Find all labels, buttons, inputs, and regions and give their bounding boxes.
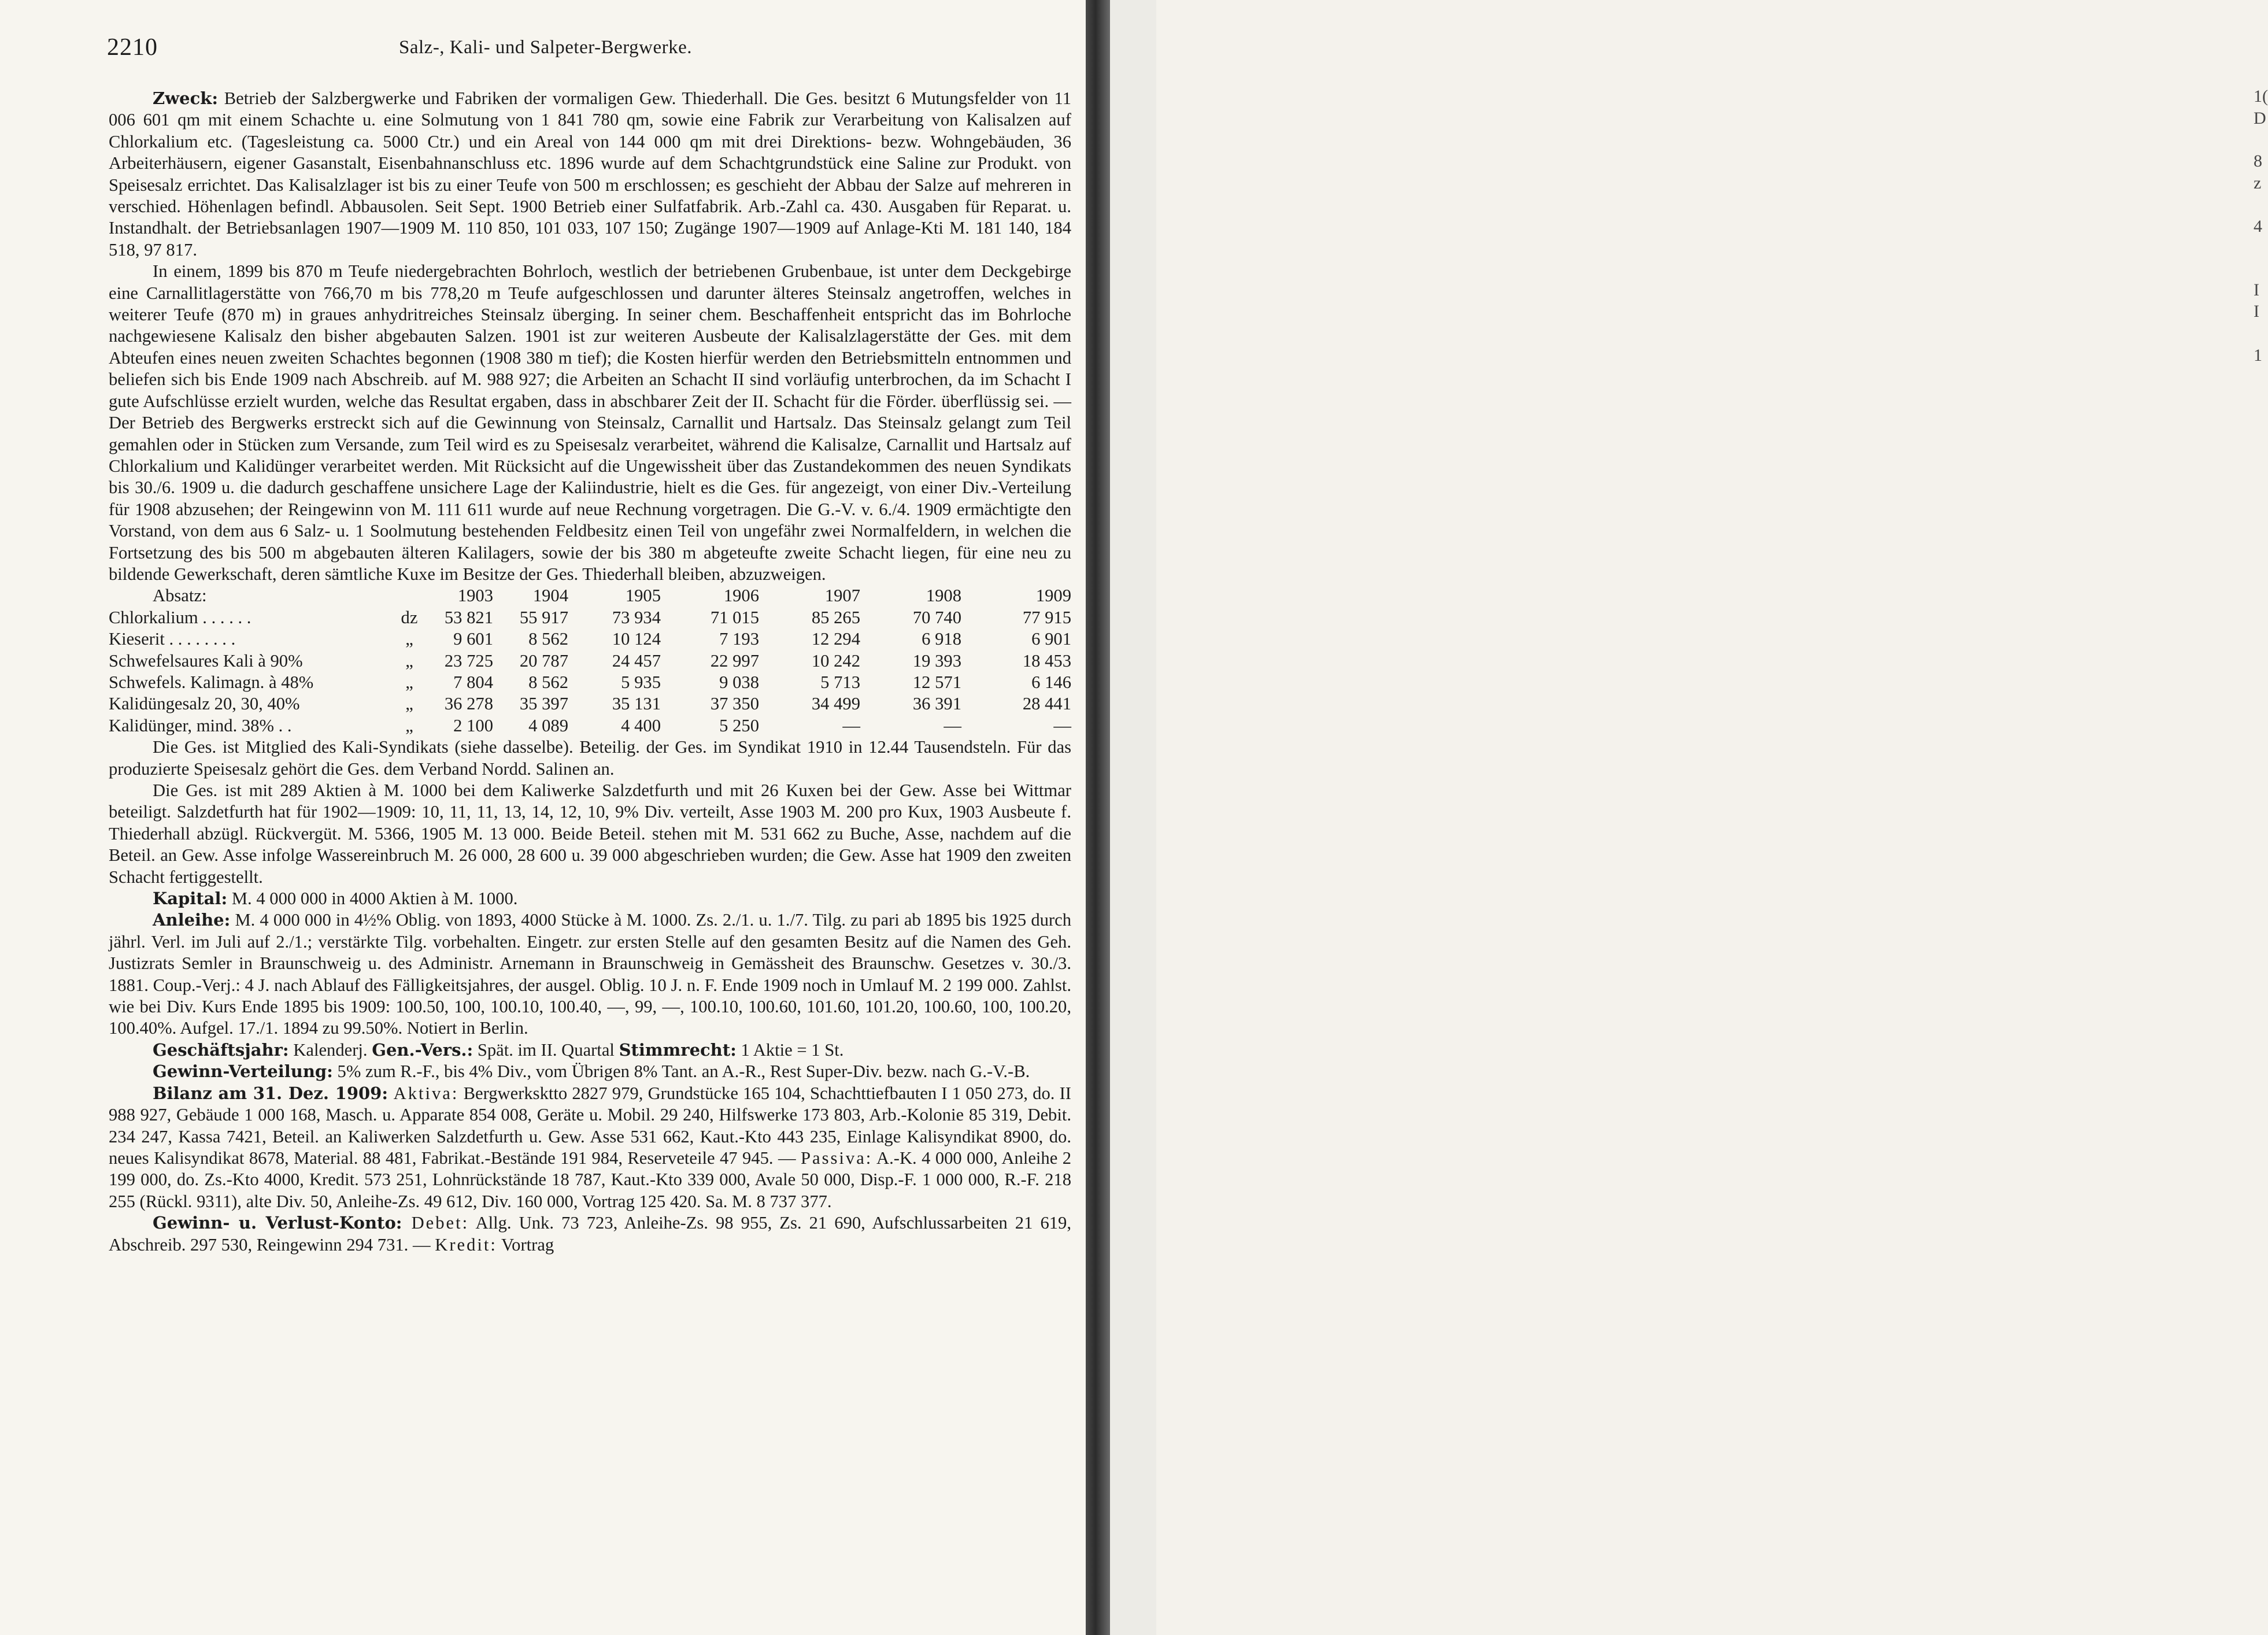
product-name: Schwefelsaures Kali à 90%: [109, 650, 303, 671]
product-name: Chlorkalium . . . . . .: [109, 607, 251, 627]
unit: dz: [401, 607, 418, 627]
absatz-table: [109, 585, 1071, 737]
absatz-value: 9 038: [719, 672, 759, 692]
text-kredit: Vortrag: [497, 1234, 554, 1255]
label-gen-vers: Gen.-Vers.:: [372, 1040, 473, 1060]
absatz-value: 4 089: [528, 715, 568, 735]
text-aktiva: Bergwerksktto 2827 979, Grundstücke 165 104, Schachttiefbauten I 1 050 273, do. II 988 927, Gebäude 1 000 168, Masch. u. Apparate 854 008, Geräte u. Mobil. 29 240, Hilfswerke 173 803, Arb.-Kolonie 85 319, Debit. 234 247, Kassa 7421, Beteil. an Kaliwerken Salzdetfurth u. Gew. Asse 531 662, Kaut.-Kto 443 235, Einlage Kalisyndikat 8900, do. neues Kalisyndikat 8678, Material. 88 481, Fabrikat.-Bestände 191 984, Reserveteile 47 945. —: [109, 1083, 1071, 1168]
page-number: 2210: [107, 34, 158, 61]
label-anleihe: Anleihe:: [153, 910, 231, 930]
absatz-value: 7 804: [453, 672, 493, 692]
margin-fragment: I: [2254, 280, 2259, 299]
paragraph-syndikat: Die Ges. ist Mitglied des Kali-Syndikats (siehe dasselbe). Beteilig. der Ges. im Syndikat 1910 in 12.44 Tausendsteln. Für das produzierte Speisesalz gehört die Ges. dem Verband Nordd. Salinen an.: [109, 737, 1071, 779]
binding-shadow: [1086, 0, 1110, 1635]
margin-fragment: I: [2254, 302, 2259, 321]
label-gewinn-verteilung: Gewinn-Verteilung:: [153, 1061, 333, 1082]
absatz-value: 28 441: [1022, 694, 1071, 714]
label-debet: Debet:: [402, 1213, 469, 1233]
absatz-value: —: [842, 715, 860, 735]
label-bilanz: Bilanz am 31. Dez. 1909:: [153, 1083, 389, 1103]
text-geschaeftsjahr: Kalenderj.: [288, 1040, 372, 1060]
year-header: 1903: [457, 586, 493, 606]
paragraph-beteiligungen: Die Ges. ist mit 289 Aktien à M. 1000 bei dem Kaliwerke Salzdetfurth und mit 26 Kuxen bei der Gew. Asse bei Wittmar beteiligt. Salzdetfurth hat für 1902—1909: 10, 11, 11, 13, 14, 12, 10, 9% Div. verteilt, Asse 1903 M. 200 pro Kux, 1903 Ausbeute f. Thiederhall abzügl. Rückvergüt. M. 5366, 1905 M. 13 000. Beide Beteil. stehen mit M. 531 662 zu Buche, Asse, nachdem auf die Beteil. an Gew. Asse infolge Wassereinbruch M. 26 000, 28 600 u. 39 000 abgeschrieben wurden; die Gew. Asse hat 1909 den zweiten Schacht fertiggestellt.: [109, 780, 1071, 887]
text-gewinn-verteilung: 5% zum R.-F., bis 4% Div., vom Übrigen 8% Tant. an A.-R., Rest Super-Div. bezw. nach G.-V.-B.: [332, 1061, 1030, 1082]
year-header: 1904: [532, 586, 568, 606]
absatz-value: 5 250: [719, 715, 759, 735]
absatz-value: 6 918: [922, 629, 961, 649]
absatz-value: 23 725: [444, 650, 493, 671]
label-stimmrecht: Stimmrecht:: [619, 1040, 737, 1060]
absatz-value: 12 294: [811, 629, 860, 649]
absatz-value: 34 499: [811, 694, 860, 714]
absatz-value: 77 915: [1022, 607, 1071, 627]
year-header: 1908: [926, 586, 961, 606]
label-gewinn-verlust: Gewinn- u. Verlust-Konto:: [153, 1213, 402, 1233]
label-passiva: Passiva:: [801, 1148, 873, 1168]
absatz-value: 35 397: [519, 694, 568, 714]
absatz-row: [109, 693, 1071, 715]
absatz-row: [109, 715, 1071, 737]
absatz-value: 55 917: [519, 607, 568, 627]
margin-fragment: 1(: [2254, 87, 2268, 106]
absatz-value: 73 934: [612, 607, 661, 627]
absatz-value: 20 787: [519, 650, 568, 671]
margin-fragment: D: [2254, 109, 2266, 128]
absatz-value: —: [944, 715, 961, 735]
paragraph-gewinn-verteilung: [109, 1061, 1071, 1082]
absatz-value: 5 935: [621, 672, 661, 692]
absatz-table-body: [109, 607, 1071, 737]
label-kredit: Kredit:: [435, 1234, 497, 1255]
absatz-value: 8 562: [528, 629, 568, 649]
absatz-row: [109, 672, 1071, 693]
absatz-value: 6 146: [1031, 672, 1071, 692]
absatz-value: 53 821: [444, 607, 493, 627]
adjacent-page-strip: [1110, 0, 2268, 1635]
label-aktiva: Aktiva:: [388, 1083, 459, 1103]
paragraph-gewinn-verlust: [109, 1212, 1071, 1256]
page-header: [107, 34, 1067, 62]
unit: „: [405, 629, 413, 649]
text-kapital: M. 4 000 000 in 4000 Aktien à M. 1000.: [227, 889, 518, 909]
text-stimmrecht: 1 Aktie = 1 St.: [736, 1040, 844, 1060]
margin-fragment: z: [2254, 173, 2262, 193]
unit: „: [405, 672, 413, 692]
paragraph-geschaeftsjahr: [109, 1040, 1071, 1061]
absatz-value: 9 601: [453, 629, 493, 649]
margin-fragment: 4: [2254, 217, 2262, 236]
product-name: Kieserit . . . . . . . .: [109, 629, 236, 649]
absatz-value: 37 350: [710, 694, 759, 714]
absatz-value: 10 242: [811, 650, 860, 671]
paragraph-anleihe: [109, 909, 1071, 1039]
paragraph-kapital: [109, 888, 1071, 909]
label-kapital: Kapital:: [153, 889, 228, 909]
unit: „: [405, 715, 413, 735]
absatz-value: 71 015: [710, 607, 759, 627]
paragraph-bohrloch: In einem, 1899 bis 870 m Teufe niedergebrachten Bohrloch, westlich der betriebenen Grubenbaue, ist unter dem Deckgebirge eine Carnallitlagerstätte von 766,70 m bis 778,20 m Teufe aufgeschlossen und darunter älteres Steinsalz angetroffen, welches in weiterer Teufe (870 m) in graues anhydritreiches Steinsalz überging. In seiner chem. Beschaffenheit entspricht das im Bohrloche nachgewiesene Kalisalz den bisher abgebauten Salzen. 1901 ist zur weiteren Ausbeute der Kalisalzlagerstätte der Ges. mit dem Abteufen eines neuen zweiten Schachtes begonnen (1908 380 m tief); die Kosten hierfür werden den Betriebsmitteln entnommen und beliefen sich bis Ende 1909 nach Abschreib. auf M. 988 927; die Arbeiten an Schacht II sind vorläufig unterbrochen, da im Schacht I gute Aufschlüsse erzielt wurden, welche das Resultat ergaben, dass in abschbarer Zeit der II. Schacht für die Förder. überflüssig sei. — Der Betrieb des Bergwerks erstreckt sich auf die Gewinnung von Steinsalz, Carnallit und Hartsalz. Das Steinsalz gelangt zum Teil gemahlen oder in Stücken zum Versande, zum Teil wird es zu Speisesalz verarbeitet, während die Kalisalze, Carnallit und Hartsalz auf Chlorkalium und Kalidünger verarbeitet werden. Mit Rücksicht auf die Ungewissheit über das Zustandekommen des neuen Syndikats bis 30./6. 1909 u. die dadurch geschaffene unsichere Lage der Kaliindustrie, hielt es die Ges. für angezeigt, von einer Div.-Verteilung für 1908 abzusehen; der Reingewinn von M. 111 611 wurde auf neue Rechnung vorgetragen. Die G.-V. v. 6./4. 1909 ermächtigte den Vorstand, von dem aus 6 Salz- u. 1 Soolmutung bestehenden Feldbesitz einen Teil von ungefähr zwei Normalfeldern, in welchen die Fortsetzung des bis 500 m abgebauten älteren Kalilagers, sowie der bis 380 m abgeteufte zweite Schacht liegen, für eine neu zu bildende Gewerkschaft, deren sämtliche Kuxe im Besitze der Ges. Thiederhall bleiben, abzuzweigen.: [109, 261, 1071, 584]
absatz-header-row: [109, 585, 1071, 606]
absatz-value: 22 997: [710, 650, 759, 671]
absatz-value: 18 453: [1022, 650, 1071, 671]
year-header: 1909: [1035, 586, 1071, 606]
absatz-value: 4 400: [621, 715, 661, 735]
text-gen-vers: Spät. im II. Quartal: [473, 1040, 619, 1060]
text-anleihe: M. 4 000 000 in 4½% Oblig. von 1893, 4000 Stücke à M. 1000. Zs. 2./1. u. 1./7. Tilg. zu pari ab 1895 bis 1925 durch jährl. Verl. im Juli auf 2./1.; verstärkte Tilg. vorbehalten. Eingetr. zur ersten Stelle auf den gesamten Besitz auf die Namen des Geh. Justizrats Semler in Braunschweig u. des Administr. Arnemann in Braunschweig in Gemässheit des Braunschw. Gesetzes v. 30./3. 1881. Coup.-Verj.: 4 J. nach Ablauf des Fälligkeitsjahres, der ausgel. Oblig. 10 J. n. F. Ende 1909 noch in Umlauf M. 2 199 000. Zahlst. wie bei Div. Kurs Ende 1895 bis 1909: 100.50, 100, 100.10, 100.40, —, 99, —, 100.10, 100.60, 101.60, 101.20, 100.60, 100, 100.20, 100.40%. Aufgel. 17./1. 1894 zu 99.50%. Notiert in Berlin.: [109, 910, 1071, 1038]
absatz-value: 5 713: [820, 672, 860, 692]
document-page: [0, 0, 1087, 1635]
unit: „: [405, 650, 413, 671]
unit: „: [405, 694, 413, 714]
year-header: 1906: [723, 586, 759, 606]
absatz-value: 8 562: [528, 672, 568, 692]
absatz-value: 35 131: [612, 694, 661, 714]
absatz-value: 19 393: [912, 650, 961, 671]
product-name: Kalidüngesalz 20, 30, 40%: [109, 694, 300, 714]
paragraph-bilanz: [109, 1083, 1071, 1212]
absatz-value: 36 391: [912, 694, 961, 714]
product-name: Schwefels. Kalimagn. à 48%: [109, 672, 314, 692]
absatz-value: 70 740: [912, 607, 961, 627]
absatz-label: Absatz:: [153, 586, 207, 606]
absatz-value: 6 901: [1031, 629, 1071, 649]
text-zweck: Betrieb der Salzbergwerke und Fabriken der vormaligen Gew. Thiederhall. Die Ges. besitzt 6 Mutungsfelder von 11 006 601 qm mit einem Schachte u. eine Solmutung von 1 841 780 qm, sowie eine Fabrik zur Verarbeitung von Kalisalzen auf Chlorkalium etc. (Tagesleistung ca. 5000 Ctr.) und ein Areal von 144 000 qm mit drei Direktions- bezw. Wohngebäuden, 36 Arbeiterhäusern, eigener Gasanstalt, Eisenbahnanschluss etc. 1896 wurde auf dem Schachtgrundstück eine Saline zur Produkt. von Speisesalz errichtet. Das Kalisalzlager ist bis zu einer Teufe von 500 m erschlossen; es geschieht der Abbau der Salze auf mehreren in verschied. Höhenlagen befindl. Abbausolen. Seit Sept. 1900 Betrieb einer Sulfatfabrik. Arb.-Zahl ca. 430. Ausgaben für Reparat. u. Instandhalt. der Betriebsanlagen 1907—1909 M. 110 850, 101 033, 107 150; Zugänge 1907—1909 auf Anlage-Kti M. 181 140, 184 518, 97 817.: [109, 88, 1071, 260]
absatz-value: 10 124: [612, 629, 661, 649]
absatz-row: [109, 650, 1071, 672]
absatz-row: [109, 607, 1071, 628]
product-name: Kalidünger, mind. 38% . .: [109, 715, 292, 735]
label-geschaeftsjahr: Geschäftsjahr:: [153, 1040, 289, 1060]
label-zweck: Zweck:: [153, 88, 219, 108]
absatz-value: 2 100: [453, 715, 493, 735]
year-header: 1907: [824, 586, 860, 606]
absatz-value: 24 457: [612, 650, 661, 671]
margin-fragment: 8: [2254, 151, 2262, 171]
text-debet: Allg. Unk. 73 723, Anleihe-Zs. 98 955, Zs. 21 690, Aufschlussarbeiten 21 619, Abschreib. 297 530, Reingewinn 294 731. —: [109, 1213, 1071, 1255]
document-body: [109, 88, 1071, 1256]
absatz-value: —: [1053, 715, 1071, 735]
running-head: Salz-, Kali- und Salpeter-Bergwerke.: [399, 37, 692, 58]
absatz-value: 36 278: [444, 694, 493, 714]
absatz-value: 12 571: [912, 672, 961, 692]
absatz-value: 85 265: [811, 607, 860, 627]
year-header: 1905: [625, 586, 661, 606]
absatz-row: [109, 628, 1071, 650]
paragraph-zweck: [109, 88, 1071, 261]
absatz-value: 7 193: [719, 629, 759, 649]
margin-fragment: 1: [2254, 346, 2262, 365]
text-passiva: A.-K. 4 000 000, Anleihe 2 199 000, do. Zs.-Kto 4000, Kredit. 573 251, Lohnrückstände 18 787, Kaut.-Kto 339 000, Avale 50 000, Disp.-F. 1 000 000, R.-F. 218 255 (Rückl. 9311), alte Div. 50, Anleihe-Zs. 49 612, Div. 160 000, Vortrag 125 420. Sa. M. 8 737 377.: [109, 1148, 1071, 1211]
